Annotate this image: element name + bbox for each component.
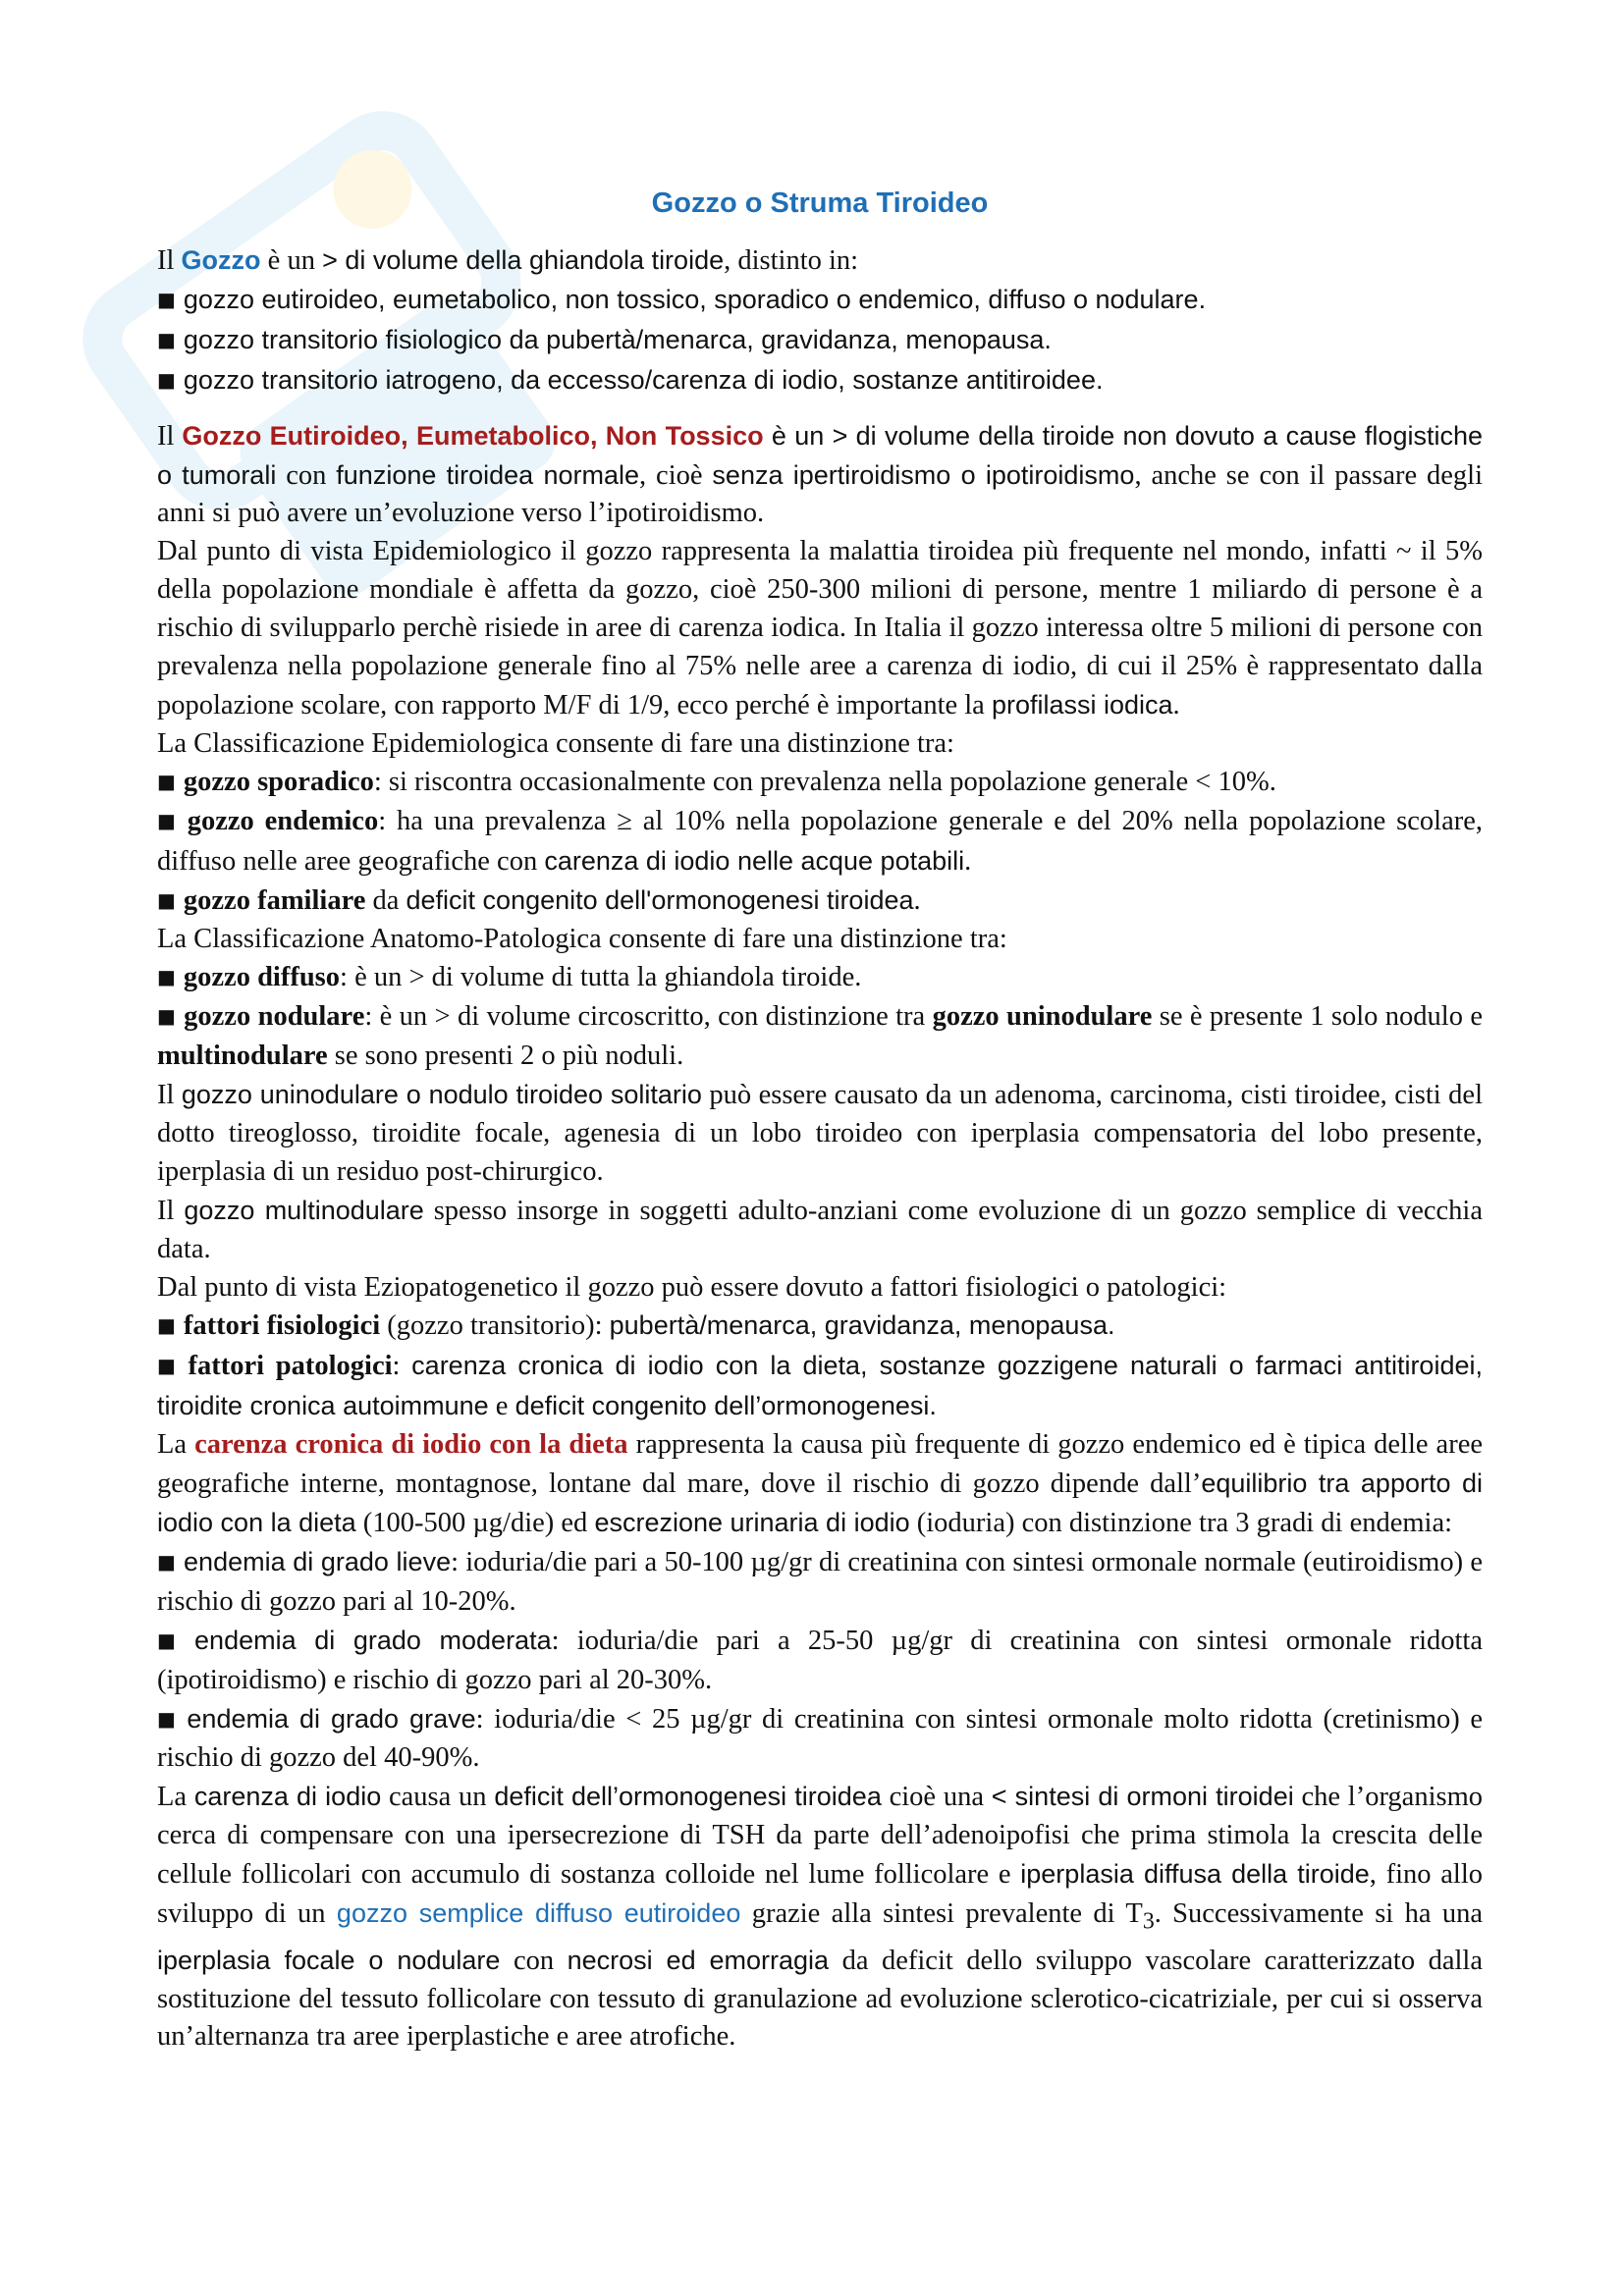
list-item: ■ gozzo diffuso: è un > di volume di tutta la ghiandola tiroide. xyxy=(157,962,862,993)
multinodulare-paragraph: Il gozzo multinodulare spesso insorge in soggetti adulto-anziani come evoluzione di un gozzo semplice di vecchia data. xyxy=(157,1195,1483,1264)
list-item: ■ fattori fisiologici (gozzo transitorio): pubertà/menarca, gravidanza, menopausa. xyxy=(157,1310,1115,1342)
list-item: ■ gozzo transitorio iatrogeno, da eccesso/carenza di iodio, sostanze antitiroidee. xyxy=(157,364,1104,395)
uninodulare-paragraph: Il gozzo uninodulare o nodulo tiroideo solitario può essere causato da un adenoma, carcinoma, cisti tiroidee, cisti del dotto tireoglosso, tiroidite focale, agenesia di un lobo tiroideo con iperplasia compensatoria del lobo presente, iperplasia di un residuo post-chirurgico. xyxy=(157,1080,1483,1187)
list-item: ■ endemia di grado lieve: ioduria/die pari a 50-100 µg/gr di creatinina con sintesi ormonale normale (eutiroidismo) e rischio di gozzo pari al 10-20%. xyxy=(157,1546,1483,1617)
final-paragraph: La carenza di iodio causa un deficit dell’ormonogenesi tiroidea cioè una < sintesi di ormoni tiroidei che l’organismo cerca di compensare con una ipersecrezione di TSH da parte dell’adenoipofisi che prima stimola la crescita delle cellule follicolari con accumulo di sostanza colloide nel lume follicolare e iperplasia diffusa della tiroide, fino allo sviluppo di un gozzo semplice diffuso eutiroideo grazie alla sintesi prevalente di $T_3$. Successivamente si ha una iperplasia focale o nodulare con necrosi ed emorragia da deficit dello sviluppo vascolare caratterizzato dalla sostituzione del tessuto follicolare con tessuto di granulazione ad evoluzione sclerotico-cicatriziale, per cui si osserva un’alternanza tra aree iperplastiche e aree atrofiche. xyxy=(157,1782,1484,2053)
carenza-paragraph: La carenza cronica di iodio con la dieta rappresenta la causa più frequente di gozzo endemico ed è tipica delle aree geografiche interne, montagnose, lontane dal mare, dove il rischio di gozzo dipende dall’equilibrio tra apporto di iodio con la dieta (100-500 µg/die) ed escrezione urinaria di iodio (ioduria) con distinzione tra 3 gradi di endemia: xyxy=(157,1429,1484,1538)
list-item: ■ endemia di grado moderata: ioduria/die pari a 25-50 µg/gr di creatinina con sintesi ormonale ridotta (ipotiroidismo) e rischio di gozzo pari al 20-30%. xyxy=(157,1625,1483,1695)
list-item: ■ gozzo familiare da deficit congenito dell'ormonogenesi tiroidea. xyxy=(157,884,921,916)
term-gozzo-eutiroideo: Gozzo Eutiroideo, Eumetabolico, Non Tossico xyxy=(182,420,764,451)
term-carenza: carenza cronica di iodio con la dieta xyxy=(194,1429,628,1461)
term-gozzo: Gozzo xyxy=(181,245,261,275)
page-title: Gozzo o Struma Tiroideo xyxy=(651,187,989,219)
eziopat-intro: Dal punto di vista Eziopatogenetico il gozzo può essere dovuto a fattori fisiologici o patologici: xyxy=(157,1271,1227,1303)
list-item: ■ gozzo sporadico: si riscontra occasionalmente con prevalenza nella popolazione generale < 10%. xyxy=(157,766,1276,797)
eutiroideo-paragraph: Il Gozzo Eutiroideo, Eumetabolico, Non Tossico è un > di volume della tiroide non dovuto a cause flogistiche o tumorali con funzione tiroidea normale, cioè senza ipertiroidismo o ipotiroidismo, anche se con il passare degli anni si può avere un’evoluzione verso l’ipotiroidismo. xyxy=(157,420,1483,529)
document-body xyxy=(157,185,1483,2056)
list-item: ■ gozzo eutiroideo, eumetabolico, non tossico, sporadico o endemico, diffuso o nodulare. xyxy=(157,284,1207,314)
intro-paragraph: Il Gozzo è un > di volume della ghiandola tiroide, distinto in: xyxy=(157,245,859,276)
list-item: ■ gozzo endemico: ha una prevalenza ≥ al 10% nella popolazione generale e del 20% nella popolazione scolare, diffuso nelle aree geografiche con carenza di iodio nelle acque potabili. xyxy=(157,805,1483,877)
list-item: ■ fattori patologici: carenza cronica di iodio con la dieta, sostanze gozzigene naturali o farmaci antitiroidei, tiroidite cronica autoimmune e deficit congenito dell’ormonogenesi. xyxy=(157,1351,1483,1422)
list-item: ■ gozzo transitorio fisiologico da pubertà/menarca, gravidanza, menopausa. xyxy=(157,324,1052,354)
class-epi-intro: La Classificazione Epidemiologica consente di fare una distinzione tra: xyxy=(157,727,954,759)
list-item: ■ endemia di grado grave: ioduria/die < 25 µg/gr di creatinina con sintesi ormonale molto ridotta (cretinismo) e rischio di gozzo del 40-90%. xyxy=(157,1703,1484,1774)
class-anat-intro: La Classificazione Anatomo-Patologica consente di fare una distinzione tra: xyxy=(157,924,1007,955)
list-item: ■ gozzo nodulare: è un > di volume circoscritto, con distinzione tra gozzo uninodulare se è presente 1 solo nodulo e multinodulare se sono presenti 2 o più noduli. xyxy=(157,1001,1483,1072)
epidemio-paragraph: Dal punto di vista Epidemiologico il gozzo rappresenta la malattia tiroidea più frequente nel mondo, infatti ~ il 5% della popolazione mondiale è affetta da gozzo, cioè 250-300 milioni di persone, mentre 1 miliardo di persone è a rischio di svilupparlo perchè risiede in aree di carenza iodica. In Italia il gozzo interessa oltre 5 milioni di persone con prevalenza nella popolazione generale fino al 75% nelle aree a carenza di iodio, di cui il 25% è rappresentato dalla popolazione scolare, con rapporto M/F di 1/9, ecco perché è importante la profilassi iodica. xyxy=(157,536,1483,721)
